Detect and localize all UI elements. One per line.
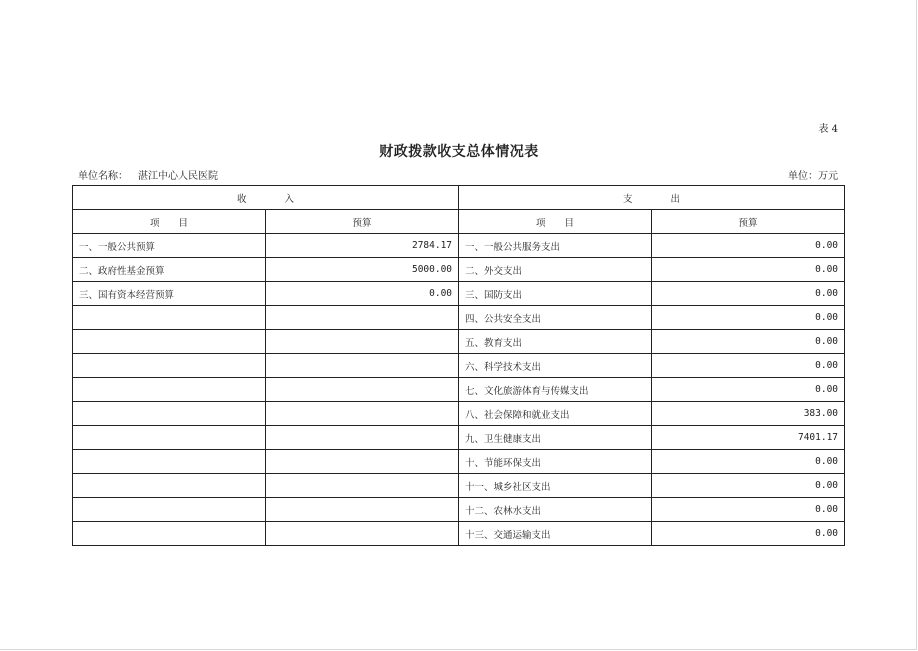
- currency-unit: 单位：万元: [788, 171, 838, 182]
- expense-budget-header: 预算: [652, 210, 845, 234]
- expense-header: 支 出: [459, 186, 845, 210]
- expense-item-cell: 十二、农林水支出: [459, 498, 652, 522]
- table-row: [73, 258, 845, 282]
- section-header-row: [73, 186, 845, 210]
- expense-budget-cell: 0.00: [652, 258, 845, 282]
- income-item-cell: [73, 522, 266, 546]
- expense-item-cell: 三、国防支出: [459, 282, 652, 306]
- table-row: [73, 498, 845, 522]
- table-row: [73, 354, 845, 378]
- expense-item-cell: 六、科学技术支出: [459, 354, 652, 378]
- expense-budget-cell: 0.00: [652, 450, 845, 474]
- expense-item-cell: 九、卫生健康支出: [459, 426, 652, 450]
- income-item-cell: [73, 354, 266, 378]
- income-budget-cell: [266, 402, 459, 426]
- expense-budget-cell: 0.00: [652, 234, 845, 258]
- table-number: 表 4: [818, 124, 838, 135]
- table-row: [73, 306, 845, 330]
- income-budget-cell: [266, 522, 459, 546]
- income-item-cell: [73, 378, 266, 402]
- income-budget-cell: [266, 426, 459, 450]
- expense-budget-cell: 0.00: [652, 378, 845, 402]
- income-budget-cell: 5000.00: [266, 258, 459, 282]
- income-item-cell: [73, 402, 266, 426]
- expense-budget-cell: 0.00: [652, 474, 845, 498]
- table-row: [73, 402, 845, 426]
- expense-item-cell: 十、节能环保支出: [459, 450, 652, 474]
- expense-budget-cell: 0.00: [652, 330, 845, 354]
- expense-item-header: 项 目: [459, 210, 652, 234]
- expense-budget-cell: 7401.17: [652, 426, 845, 450]
- income-item-cell: [73, 474, 266, 498]
- income-item-cell: [73, 426, 266, 450]
- unit-info: [78, 167, 218, 182]
- expense-budget-cell: 0.00: [652, 282, 845, 306]
- income-budget-cell: [266, 474, 459, 498]
- budget-table: [72, 185, 845, 546]
- column-header-row: [73, 210, 845, 234]
- expense-item-cell: 四、公共安全支出: [459, 306, 652, 330]
- table-row: [73, 450, 845, 474]
- income-budget-cell: 0.00: [266, 282, 459, 306]
- expense-item-cell: 一、一般公共服务支出: [459, 234, 652, 258]
- expense-item-cell: 十三、交通运输支出: [459, 522, 652, 546]
- income-item-cell: [73, 498, 266, 522]
- income-item-cell: [73, 330, 266, 354]
- document-title: 财政拨款收支总体情况表: [379, 144, 539, 160]
- expense-budget-cell: 0.00: [652, 306, 845, 330]
- expense-budget-cell: 0.00: [652, 354, 845, 378]
- expense-budget-cell: 0.00: [652, 522, 845, 546]
- expense-budget-cell: 0.00: [652, 498, 845, 522]
- income-header: 收 入: [73, 186, 459, 210]
- table-row: [73, 234, 845, 258]
- income-budget-cell: [266, 354, 459, 378]
- income-budget-cell: [266, 330, 459, 354]
- expense-item-cell: 五、教育支出: [459, 330, 652, 354]
- table-row: [73, 330, 845, 354]
- table-row: [73, 282, 845, 306]
- income-budget-header: 预算: [266, 210, 459, 234]
- income-budget-cell: [266, 450, 459, 474]
- income-budget-cell: [266, 306, 459, 330]
- unit-label: 单位名称：: [78, 171, 128, 182]
- income-item-cell: 二、政府性基金预算: [73, 258, 266, 282]
- expense-item-cell: 七、文化旅游体育与传媒支出: [459, 378, 652, 402]
- income-item-cell: [73, 450, 266, 474]
- income-budget-cell: [266, 498, 459, 522]
- table-row: [73, 426, 845, 450]
- income-item-cell: 一、一般公共预算: [73, 234, 266, 258]
- unit-name: 湛江中心人民医院: [138, 171, 218, 182]
- income-budget-cell: [266, 378, 459, 402]
- income-item-cell: 三、国有资本经营预算: [73, 282, 266, 306]
- expense-budget-cell: 383.00: [652, 402, 845, 426]
- table-row: [73, 378, 845, 402]
- income-item-cell: [73, 306, 266, 330]
- income-budget-cell: 2784.17: [266, 234, 459, 258]
- table-row: [73, 522, 845, 546]
- expense-item-cell: 八、社会保障和就业支出: [459, 402, 652, 426]
- income-item-header: 项 目: [73, 210, 266, 234]
- expense-item-cell: 二、外交支出: [459, 258, 652, 282]
- expense-item-cell: 十一、城乡社区支出: [459, 474, 652, 498]
- table-row: [73, 474, 845, 498]
